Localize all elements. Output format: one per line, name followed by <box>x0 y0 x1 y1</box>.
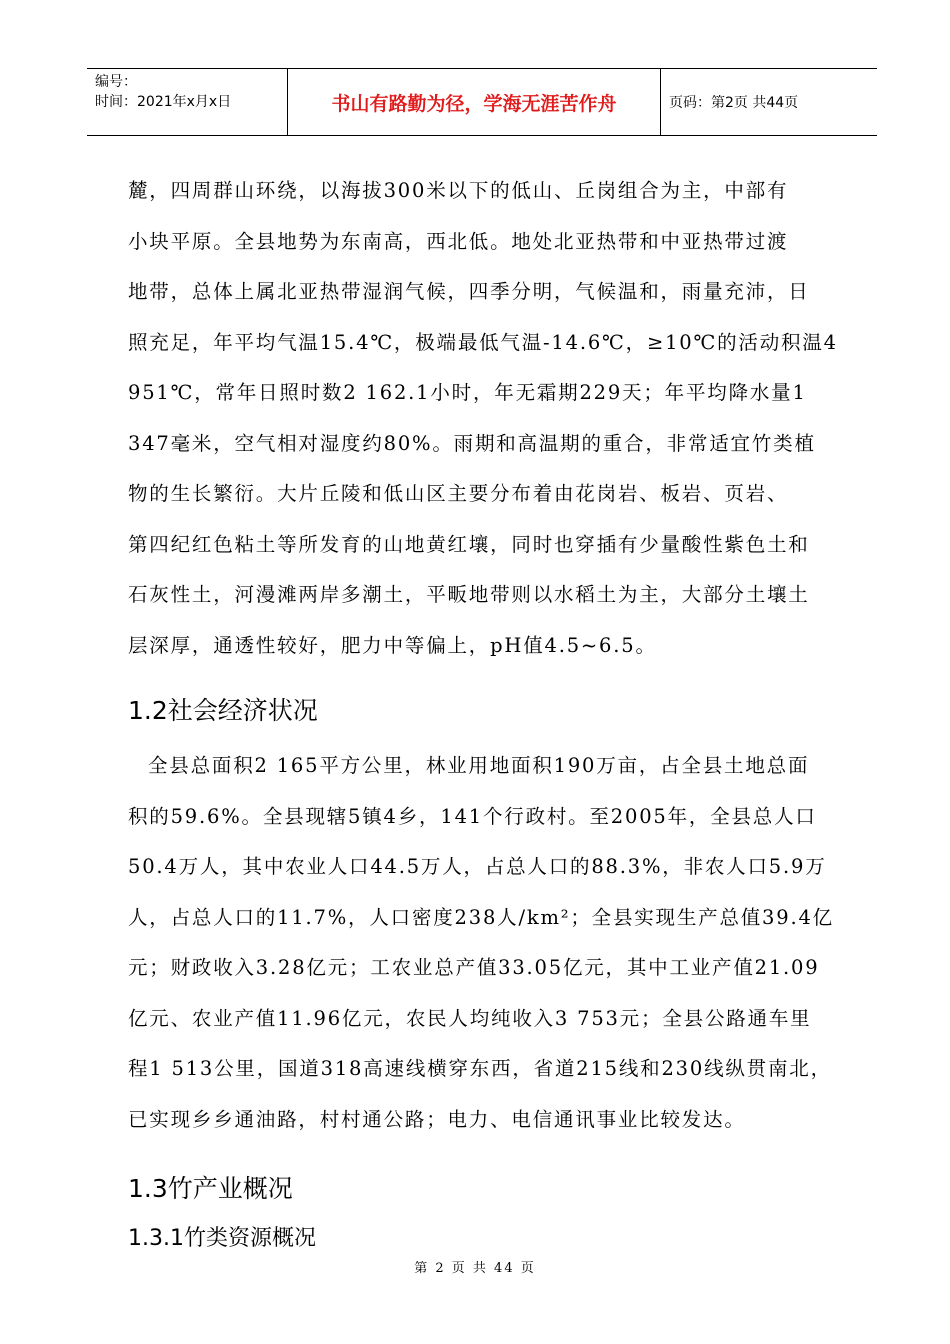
section-heading-1-3: 1.3竹产业概况 <box>128 1174 293 1203</box>
section-heading-1-2: 1.2社会经济状况 <box>128 696 318 725</box>
text-line: 50.4万人，其中农业人口44.5万人，占总人口的88.3%，非农人口5.9万 <box>128 855 827 878</box>
header-page-info: 页码：第2页 共44页 <box>669 95 799 111</box>
text-line: 亿元、农业产值11.96亿元，农民人均纯收入3 753元；全县公路通车里 <box>128 1006 812 1030</box>
text-line: 物的生长繁衍。大片丘陵和低山区主要分布着由花岗岩、板岩、页岩、 <box>128 482 789 505</box>
subsection-heading-1-3-1: 1.3.1竹类资源概况 <box>128 1226 316 1251</box>
page-footer: 第 2 页 共 44 页 <box>414 1261 536 1276</box>
text-line: 元；财政收入3.28亿元；工农业总产值33.05亿元，其中工业产值21.09 <box>128 956 820 979</box>
text-line: 照充足，年平均气温15.4℃，极端最低气温-14.6℃，≥10℃的活动积温4 <box>128 330 838 354</box>
text-line: 人，占总人口的11.7%，人口密度238人/km²；全县实现生产总值39.4亿 <box>128 905 834 929</box>
text-line: 层深厚，通透性较好，肥力中等偏上，pH值4.5~6.5。 <box>128 633 657 657</box>
page-header <box>87 68 877 136</box>
document-time-label: 时间：2021年x月x日 <box>95 94 232 110</box>
header-motto: 书山有路勤为径，学海无涯苦作舟 <box>288 69 661 135</box>
text-line: 石灰性土，河漫滩两岸多潮土，平畈地带则以水稻土为主，大部分土壤土 <box>128 583 810 606</box>
text-line: 积的59.6%。全县现辖5镇4乡，141个行政村。至2005年，全县总人口 <box>128 804 817 828</box>
document-number-label: 编号： <box>95 74 137 90</box>
text-line: 小块平原。全县地势为东南高，西北低。地处北亚热带和中亚热带过渡 <box>128 229 789 253</box>
text-line: 第四纪红色粘土等所发育的山地黄红壤，同时也穿插有少量酸性紫色土和 <box>128 532 810 556</box>
text-line: 347毫米，空气相对湿度约80%。雨期和高温期的重合，非常适宜竹类植 <box>128 431 816 455</box>
text-line: 全县总面积2 165平方公里，林业用地面积190万亩，占全县土地总面 <box>148 754 810 777</box>
text-line: 地带，总体上属北亚热带湿润气候，四季分明，气候温和，雨量充沛，日 <box>128 280 810 303</box>
text-line: 951℃，常年日照时数2 162.1小时，年无霜期229天；年平均降水量1 <box>128 381 807 404</box>
text-line: 已实现乡乡通油路，村村通公路；电力、电信通讯事业比较发达。 <box>128 1107 746 1131</box>
paragraph-geography <box>128 166 838 671</box>
text-line: 程1 513公里，国道318高速线横穿东西，省道215线和230线纵贯南北， <box>128 1057 832 1080</box>
document-body <box>128 166 838 1259</box>
header-meta <box>87 69 288 135</box>
text-line: 麓，四周群山环绕，以海拔300米以下的低山、丘岗组合为主，中部有 <box>128 179 789 202</box>
paragraph-socioeconomic <box>128 741 838 1145</box>
